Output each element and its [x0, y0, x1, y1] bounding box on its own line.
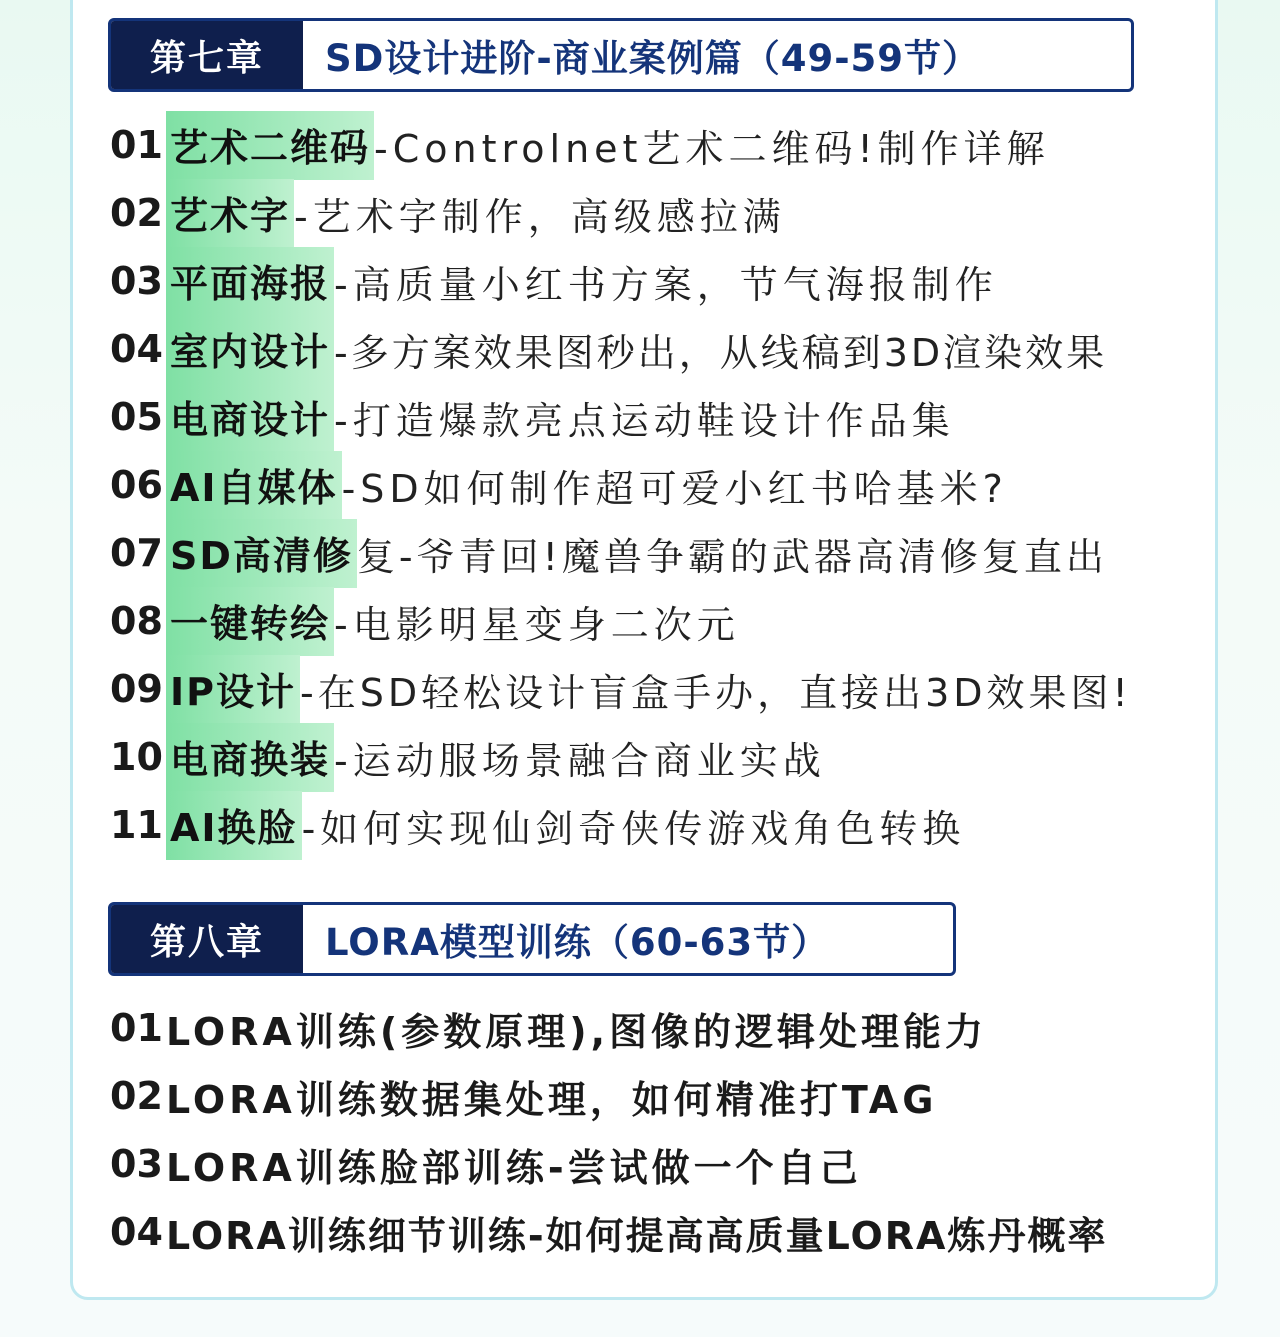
lesson-number: 11: [110, 803, 163, 847]
lesson-description: -Controlnet艺术二维码!制作详解: [374, 126, 1050, 171]
lesson-item: [110, 247, 998, 315]
lesson-item: [110, 587, 740, 655]
lesson-item: [110, 315, 1107, 383]
lesson-item: [110, 1198, 1107, 1266]
lesson-description: -艺术字制作，高级感拉满: [294, 194, 786, 239]
lesson-tag: IP设计: [166, 655, 300, 724]
lesson-number: 01: [110, 1006, 163, 1050]
lesson-text: LORA训练数据集处理，如何精准打TAG: [166, 1077, 938, 1122]
lesson-item: [110, 383, 955, 451]
lesson-tag: 一键转绘: [166, 587, 334, 656]
lesson-description: -电影明星变身二次元: [334, 602, 740, 647]
chapter-8-title: LORA模型训练（60-63节）: [325, 921, 830, 964]
lesson-tag: AI换脸: [166, 791, 302, 860]
lesson-description: -如何实现仙剑奇侠传游戏角色转换: [301, 806, 966, 851]
lesson-tag: 电商换装: [166, 723, 334, 792]
chapter-7-label: 第七章: [111, 21, 303, 89]
lesson-item: [110, 994, 987, 1062]
lesson-item: [110, 451, 1008, 519]
lesson-description: -在SD轻松设计盲盒手办，直接出3D效果图!: [300, 670, 1132, 715]
lesson-number: 10: [110, 735, 163, 779]
lesson-tag: 艺术字: [166, 179, 294, 248]
lesson-number: 09: [110, 667, 163, 711]
lesson-item: [110, 791, 965, 859]
lesson-tag: 室内设计: [166, 315, 334, 384]
lesson-item: [110, 1130, 862, 1198]
lesson-description: -多方案效果图秒出，从线稿到3D渲染效果: [334, 330, 1108, 375]
lesson-number: 02: [110, 191, 163, 235]
lesson-item: [110, 179, 786, 247]
lesson-item: [110, 723, 826, 791]
lesson-number: 05: [110, 395, 163, 439]
lesson-number: 02: [110, 1074, 163, 1118]
lesson-description: -打造爆款亮点运动鞋设计作品集: [334, 398, 955, 443]
lesson-tag: 艺术二维码: [166, 111, 374, 180]
lesson-description: -SD如何制作超可爱小红书哈基米?: [341, 466, 1008, 511]
lesson-number: 04: [110, 1210, 163, 1254]
lesson-item: [110, 111, 1050, 179]
lesson-item: [110, 655, 1132, 723]
chapter-7-header: [108, 18, 1134, 92]
lesson-number: 08: [110, 599, 163, 643]
lesson-tag: 电商设计: [166, 383, 334, 452]
lesson-number: 04: [110, 327, 163, 371]
lesson-description: 复-爷青回!魔兽争霸的武器高清修复直出: [356, 534, 1108, 579]
chapter-7-title: SD设计进阶-商业案例篇（49-59节）: [325, 37, 981, 80]
lesson-item: [110, 519, 1108, 587]
lesson-tag: 平面海报: [166, 247, 334, 316]
lesson-item: [110, 1062, 937, 1130]
lesson-text: LORA训练脸部训练-尝试做一个自己: [166, 1145, 862, 1190]
chapter-8-header: [108, 902, 956, 976]
lesson-tag: AI自媒体: [166, 451, 342, 520]
lesson-text: LORA训练(参数原理),图像的逻辑处理能力: [166, 1009, 988, 1054]
chapter-8-label: 第八章: [111, 905, 303, 973]
lesson-number: 03: [110, 259, 163, 303]
lesson-description: -运动服场景融合商业实战: [334, 738, 826, 783]
lesson-tag: SD高清修: [166, 519, 357, 588]
lesson-number: 01: [110, 123, 163, 167]
lesson-number: 06: [110, 463, 163, 507]
lesson-text: LORA训练细节训练-如何提高高质量LORA炼丹概率: [166, 1213, 1108, 1258]
lesson-description: -高质量小红书方案，节气海报制作: [334, 262, 998, 307]
lesson-number: 07: [110, 531, 163, 575]
lesson-number: 03: [110, 1142, 163, 1186]
